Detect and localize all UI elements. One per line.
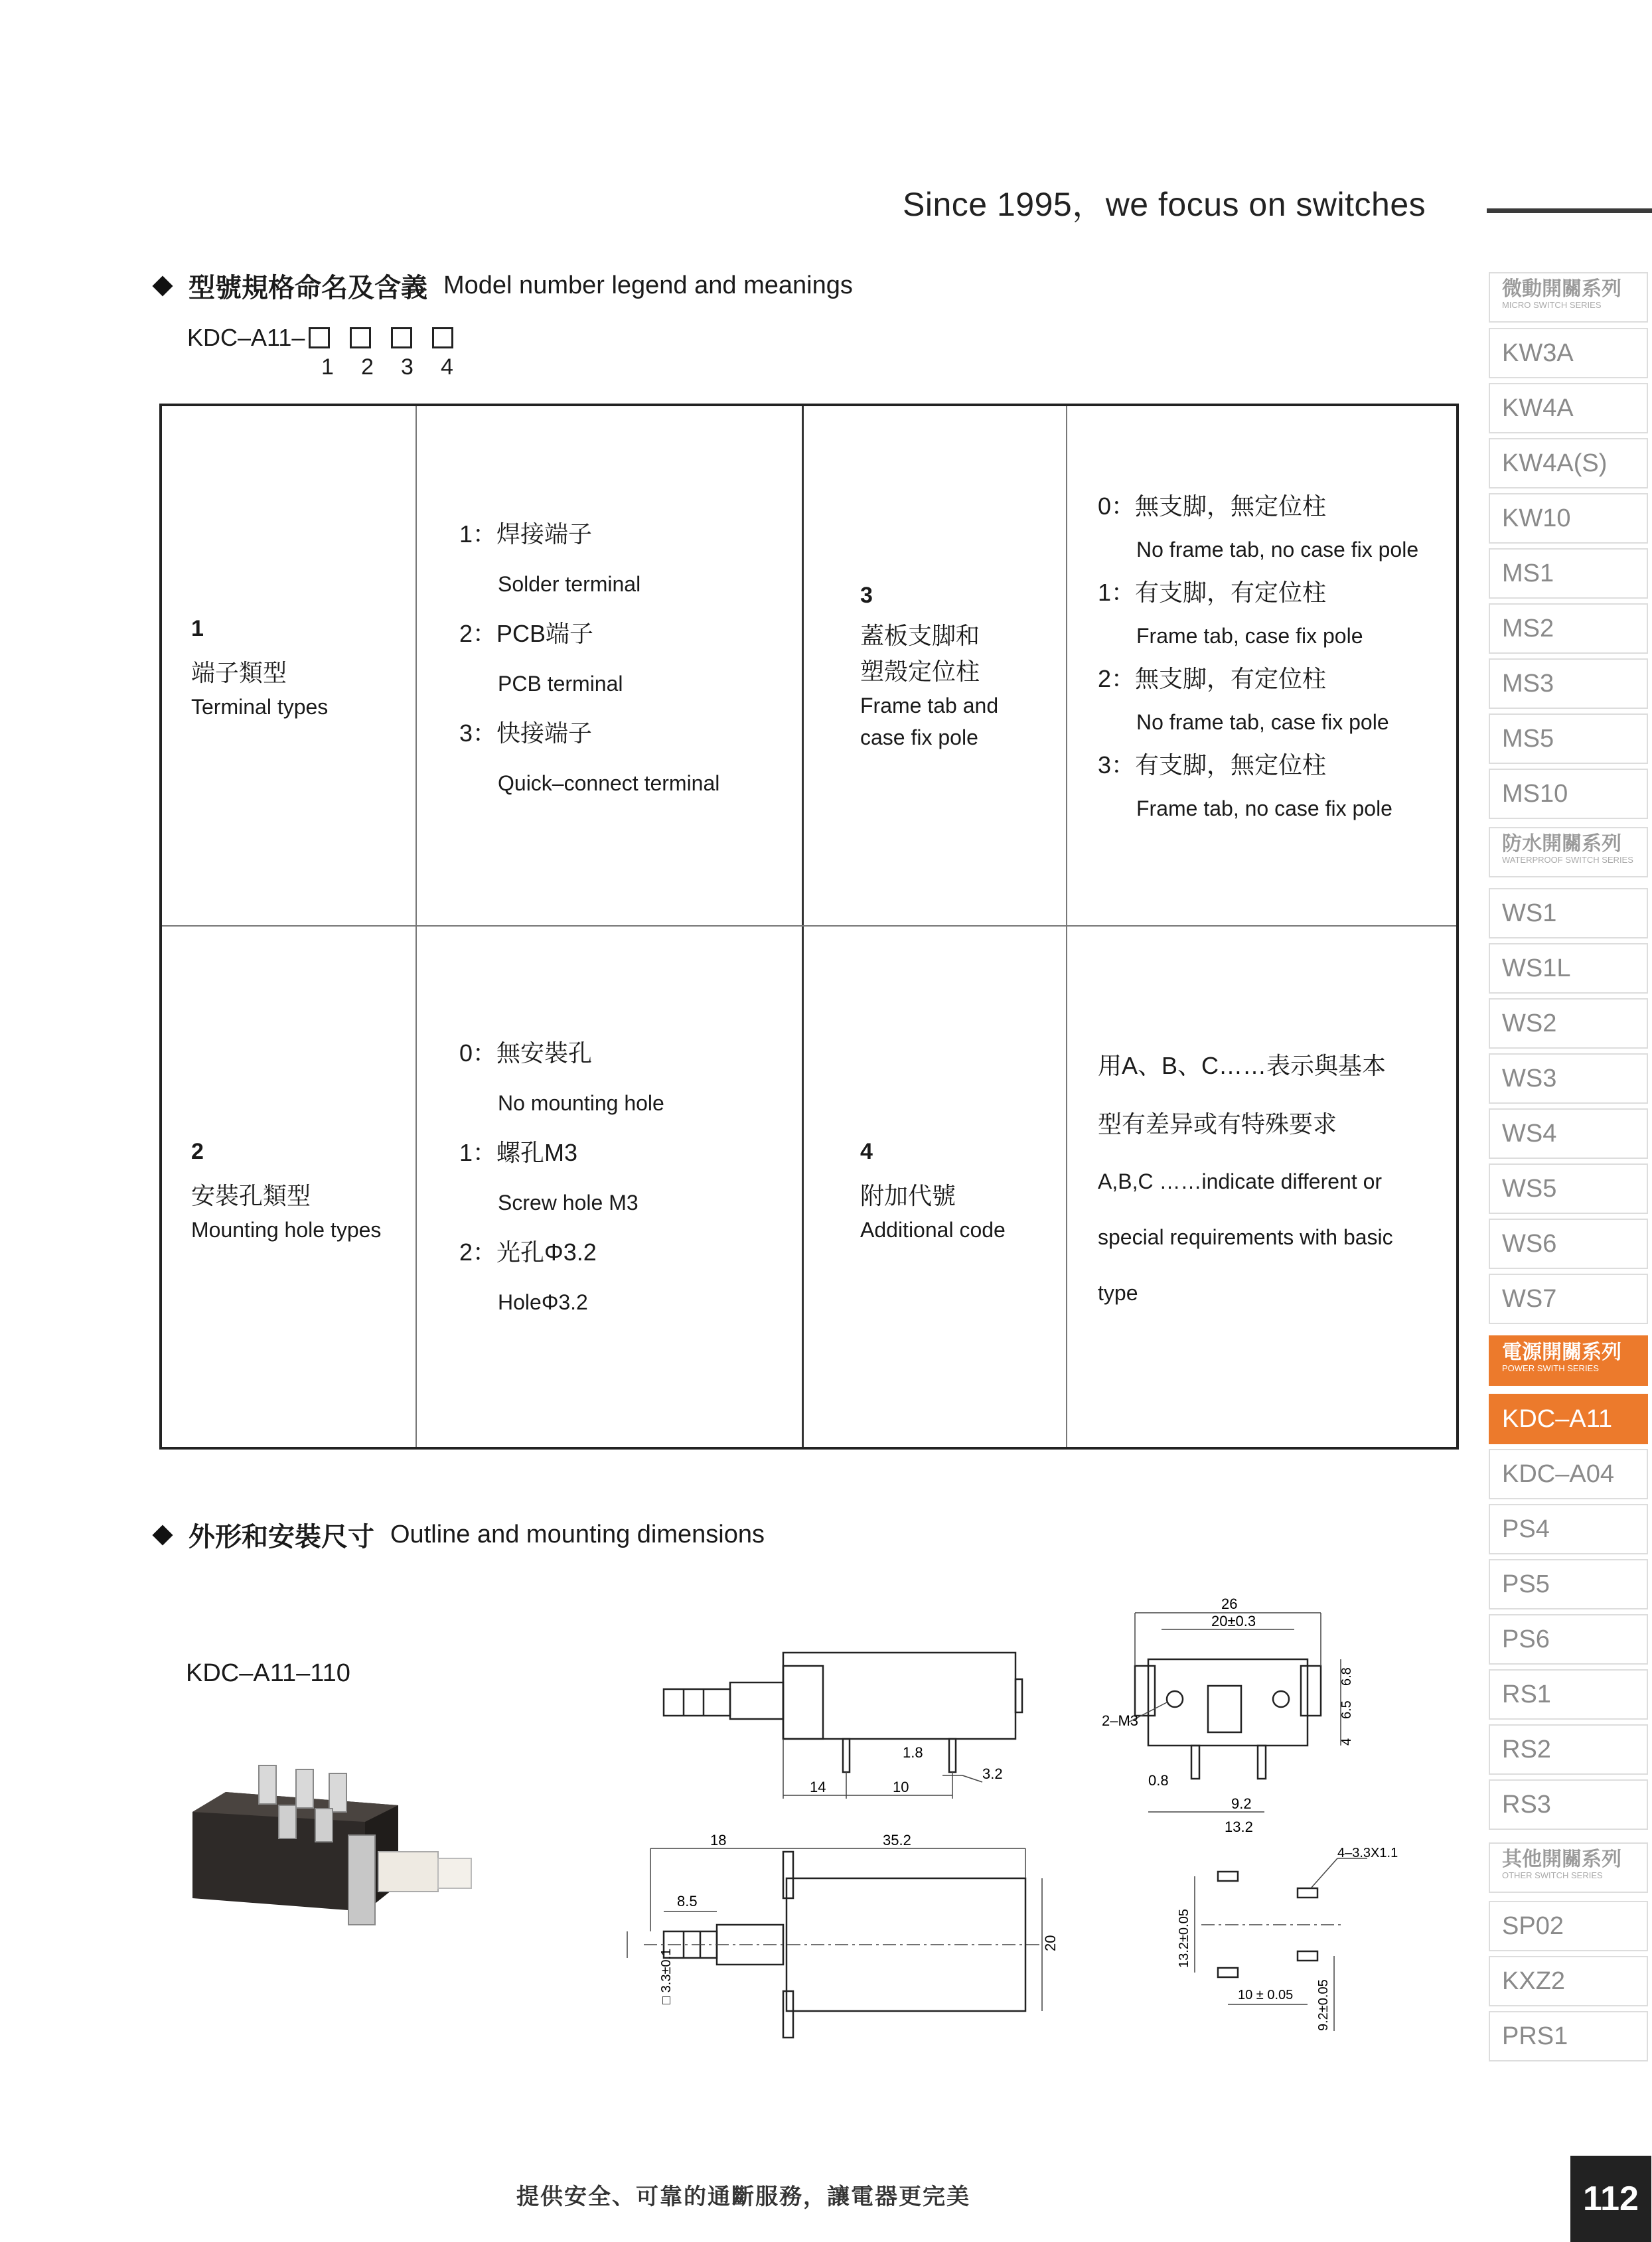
legend-table <box>159 404 1459 1450</box>
dim-label: 26 <box>1221 1596 1238 1612</box>
category-en: case fix pole <box>860 725 978 749</box>
option-en: No frame tab, case fix pole <box>1136 710 1389 734</box>
part-label: KDC–A11–110 <box>186 1659 350 1687</box>
nav-item-ws5[interactable]: WS5 <box>1489 1163 1648 1214</box>
code-digits <box>321 354 481 380</box>
dim-label: 0.8 <box>1148 1772 1169 1789</box>
category-additional-code <box>860 1135 1006 1246</box>
table-divider <box>1066 406 1067 1447</box>
desc-zh: 型有差异或有特殊要求 <box>1098 1110 1337 1138</box>
dim-label: 4 <box>1339 1738 1354 1746</box>
option-en: Frame tab, case fix pole <box>1136 624 1363 648</box>
option-en: No mounting hole <box>498 1091 664 1115</box>
category-zh: 端子類型 <box>191 659 287 686</box>
category-zh: 蓋板支脚和 <box>860 622 980 649</box>
option-zh: 1：有支脚，有定位柱 <box>1098 579 1327 606</box>
option-en: Frame tab, no case fix pole <box>1136 796 1392 820</box>
nav-item-ws7[interactable]: WS7 <box>1489 1274 1648 1324</box>
outline-section-title <box>151 1516 765 1554</box>
desc-en: special requirements with basic <box>1098 1225 1393 1249</box>
desc-en: type <box>1098 1281 1138 1305</box>
nav-item-ws1[interactable]: WS1 <box>1489 888 1648 938</box>
diamond-bullet-icon <box>152 1525 173 1545</box>
page-number: 112 <box>1570 2156 1651 2242</box>
nav-item-ws2[interactable]: WS2 <box>1489 998 1648 1049</box>
nav-item-ws1l[interactable]: WS1L <box>1489 943 1648 994</box>
dim-label: 2–M3 <box>1102 1712 1139 1729</box>
option-zh: 2：PCB端子 <box>459 620 594 647</box>
desc-zh: 用A、B、C……表示與基本 <box>1098 1052 1387 1079</box>
category-zh: 塑殼定位柱 <box>860 658 980 685</box>
table-divider <box>162 925 1456 927</box>
dim-label: 4–3.3X1.1 <box>1337 1846 1398 1860</box>
nav-item-kw4a[interactable]: KW4A <box>1489 383 1648 433</box>
front-view-drawing <box>1089 1593 1374 1845</box>
table-divider <box>415 406 417 1447</box>
category-en: Additional code <box>860 1218 1006 1242</box>
nav-item-ps4[interactable]: PS4 <box>1489 1504 1648 1554</box>
category-number: 3 <box>860 583 873 608</box>
dim-label: 6.5 <box>1339 1700 1354 1719</box>
table-divider <box>802 406 804 1447</box>
nav-group-en: WATERPROOF SWITCH SERIES <box>1502 855 1633 865</box>
nav-group-other-switch[interactable] <box>1489 1842 1648 1893</box>
nav-item-rs3[interactable]: RS3 <box>1489 1779 1648 1830</box>
code-box-icon <box>350 327 371 348</box>
category-zh: 安裝孔類型 <box>191 1182 311 1209</box>
nav-item-kdc-a11[interactable]: KDC–A11 <box>1489 1394 1648 1444</box>
nav-group-power-switch[interactable] <box>1489 1335 1648 1386</box>
option-zh: 2：無支脚，有定位柱 <box>1098 665 1327 692</box>
category-number: 1 <box>191 616 204 641</box>
nav-group-zh: 微動開關系列 <box>1502 278 1621 300</box>
nav-group-en: POWER SWITH SERIES <box>1502 1363 1599 1373</box>
outline-title-zh: 外形和安裝尺寸 <box>188 1523 374 1552</box>
nav-item-ps5[interactable]: PS5 <box>1489 1559 1648 1609</box>
option-zh: 1：螺孔M3 <box>459 1139 578 1166</box>
option-en: Solder terminal <box>498 572 641 596</box>
top-view-drawing <box>604 1832 1082 2057</box>
terminal-options <box>459 516 719 815</box>
nav-item-prs1[interactable]: PRS1 <box>1489 2011 1648 2061</box>
dim-label: 20 <box>1042 1935 1059 1951</box>
side-view-drawing <box>650 1639 1049 1819</box>
slogan: Since 1995，we focus on switches <box>903 186 1426 223</box>
nav-item-ms3[interactable]: MS3 <box>1489 658 1648 709</box>
switch-photo <box>179 1752 511 1931</box>
nav-item-ps6[interactable]: PS6 <box>1489 1614 1648 1665</box>
nav-item-kw3a[interactable]: KW3A <box>1489 328 1648 378</box>
nav-group-zh: 防水開關系列 <box>1502 833 1621 855</box>
mounting-hole-options <box>459 1035 664 1334</box>
option-zh: 3：快接端子 <box>459 719 593 747</box>
nav-group-waterproof-switch[interactable] <box>1489 827 1648 877</box>
legend-title-zh: 型號規格命名及含義 <box>188 273 427 303</box>
dim-label: 9.2±0.05 <box>1316 1979 1331 2031</box>
nav-item-ms5[interactable]: MS5 <box>1489 713 1648 764</box>
dim-label: 20±0.3 <box>1211 1613 1256 1629</box>
code-digit: 4 <box>441 354 453 380</box>
category-frame-tab <box>860 579 998 753</box>
desc-en: A,B,C ……indicate different or <box>1098 1169 1383 1193</box>
outline-title-en: Outline and mounting dimensions <box>390 1521 765 1548</box>
code-box-icon <box>391 327 412 348</box>
additional-code-desc <box>1098 1054 1393 1304</box>
nav-item-ws4[interactable]: WS4 <box>1489 1108 1648 1159</box>
nav-group-micro-switch[interactable] <box>1489 272 1648 323</box>
nav-item-sp02[interactable]: SP02 <box>1489 1901 1648 1951</box>
option-en: Screw hole M3 <box>498 1191 638 1215</box>
dim-label: 18 <box>710 1832 727 1848</box>
category-en: Mounting hole types <box>191 1218 382 1242</box>
model-prefix: KDC–A11– <box>187 324 305 351</box>
nav-group-zh: 其他開關系列 <box>1502 1848 1621 1870</box>
code-box-icon <box>309 327 330 348</box>
dim-label: 8.5 <box>677 1893 698 1909</box>
nav-group-en: OTHER SWITCH SERIES <box>1502 1870 1603 1880</box>
legend-title-en: Model number legend and meanings <box>443 271 853 299</box>
model-code <box>187 324 453 352</box>
option-zh: 0：無安裝孔 <box>459 1039 593 1067</box>
category-number: 2 <box>191 1139 204 1164</box>
option-zh: 3：有支脚，無定位柱 <box>1098 751 1327 779</box>
option-zh: 2：光孔Φ3.2 <box>459 1238 597 1266</box>
option-en: No frame tab, no case fix pole <box>1136 538 1419 561</box>
nav-item-kdc-a04[interactable]: KDC–A04 <box>1489 1449 1648 1499</box>
nav-group-en: MICRO SWITCH SERIES <box>1502 300 1602 310</box>
dim-label: 1.8 <box>903 1744 923 1761</box>
dim-label: 10 <box>893 1779 909 1795</box>
nav-item-rs2[interactable]: RS2 <box>1489 1724 1648 1775</box>
legend-section-title <box>151 267 853 305</box>
nav-item-kw10[interactable]: KW10 <box>1489 493 1648 544</box>
category-number: 4 <box>860 1139 873 1164</box>
nav-item-kw4a-s[interactable]: KW4A(S) <box>1489 438 1648 488</box>
dim-label: □ 3.3±0.1 <box>659 1948 674 2004</box>
option-en: Quick–connect terminal <box>498 771 720 795</box>
dim-label: 3.2 <box>982 1765 1003 1782</box>
dim-label: 10 ± 0.05 <box>1238 1988 1294 2002</box>
nav-item-ms10[interactable]: MS10 <box>1489 769 1648 819</box>
nav-item-ws3[interactable]: WS3 <box>1489 1053 1648 1104</box>
dim-label: 14 <box>810 1779 826 1795</box>
diamond-bullet-icon <box>152 275 173 296</box>
category-en: Frame tab and <box>860 694 999 717</box>
category-mounting-hole <box>191 1135 381 1246</box>
option-en: PCB terminal <box>498 672 623 696</box>
category-en: Terminal types <box>191 695 329 719</box>
pcb-layout-drawing <box>1168 1845 1447 2044</box>
code-digit: 1 <box>321 354 334 380</box>
category-terminal-types <box>191 612 328 723</box>
nav-item-ms1[interactable]: MS1 <box>1489 548 1648 599</box>
footer-slogan: 提供安全、可靠的通斷服務，讓電器更完美 <box>516 2184 970 2209</box>
dim-label: 6.8 <box>1339 1667 1354 1686</box>
dim-label: 13.2±0.05 <box>1177 1909 1191 1968</box>
code-box-icon <box>432 327 453 348</box>
code-digit: 2 <box>361 354 374 380</box>
nav-item-kxz2[interactable]: KXZ2 <box>1489 1956 1648 2006</box>
nav-item-ms2[interactable]: MS2 <box>1489 603 1648 654</box>
option-zh: 0：無支脚，無定位柱 <box>1098 492 1327 520</box>
dim-label: 13.2 <box>1225 1819 1253 1835</box>
option-zh: 1：焊接端子 <box>459 520 593 548</box>
frame-tab-options <box>1098 488 1418 834</box>
nav-item-rs1[interactable]: RS1 <box>1489 1669 1648 1720</box>
dim-label: 35.2 <box>883 1832 911 1848</box>
category-zh: 附加代號 <box>860 1182 956 1209</box>
header-rule <box>1487 208 1652 213</box>
code-digit: 3 <box>401 354 413 380</box>
dim-label: 9.2 <box>1231 1795 1252 1812</box>
option-en: HoleΦ3.2 <box>498 1290 588 1314</box>
nav-item-ws6[interactable]: WS6 <box>1489 1219 1648 1269</box>
nav-group-zh: 電源開關系列 <box>1502 1341 1621 1363</box>
